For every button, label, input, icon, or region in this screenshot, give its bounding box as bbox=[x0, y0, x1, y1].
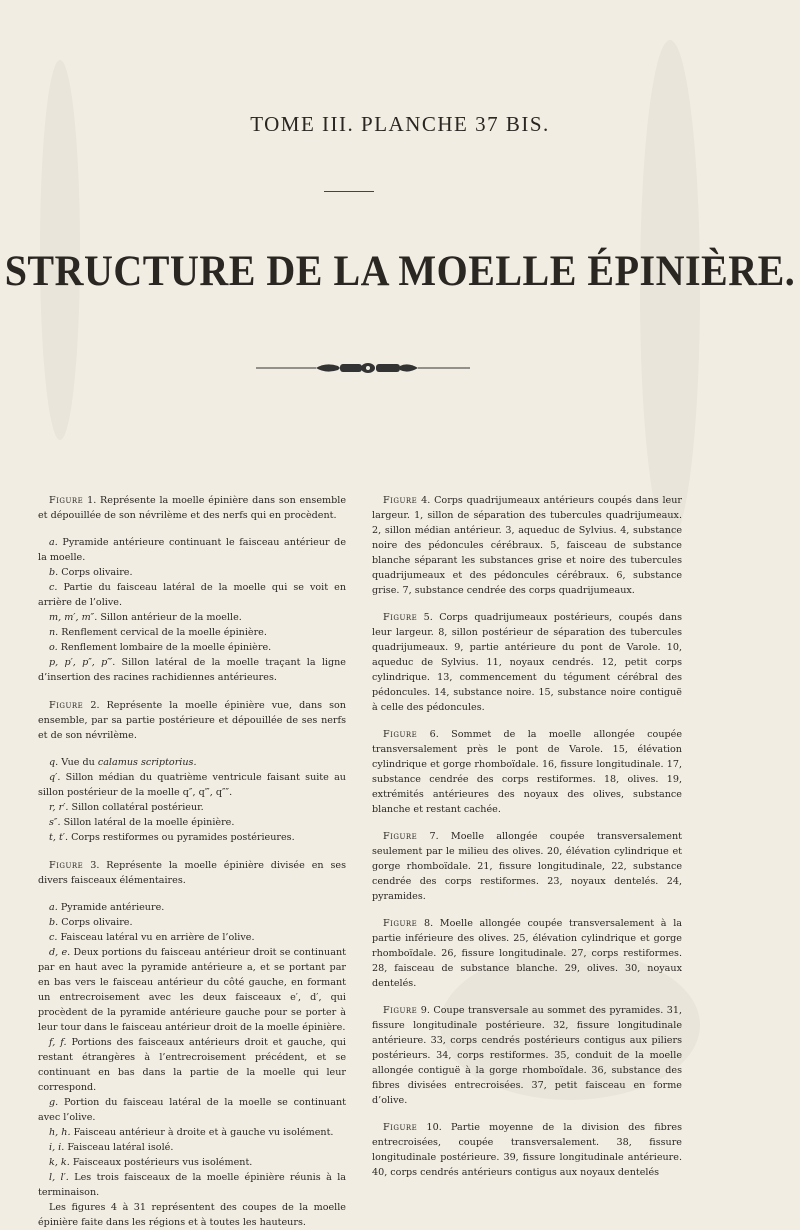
legend-entry bbox=[38, 655, 346, 685]
entry-text: Faisceau latéral isolé. bbox=[64, 1142, 174, 1153]
figure-label: Figure bbox=[383, 495, 418, 506]
page-title: STRUCTURE DE LA MOELLE ÉPINIÈRE. bbox=[4, 246, 796, 295]
figure-caption bbox=[372, 829, 682, 904]
legend-key: n. bbox=[49, 627, 59, 638]
legend-entry bbox=[38, 1095, 346, 1125]
entry-text: Les trois faisceaux de la moelle épinière réunis à la terminaison. bbox=[38, 1172, 347, 1198]
entry-text: 2. Représente la moelle épinière vue, dans son ensemble, par sa partie postérieure et dépouillée de ses nerfs et de son névrilème. bbox=[38, 700, 346, 741]
entry-text: Partie du faisceau latéral de la moelle qui se voit en arrière de l’olive. bbox=[38, 582, 346, 608]
legend-entry bbox=[38, 900, 346, 915]
entry-text: Sillon collatéral postérieur. bbox=[68, 802, 204, 813]
legend-key: p, p′, p″, p‴. bbox=[49, 657, 116, 668]
entry-text: Vue du bbox=[58, 757, 98, 768]
legend-key: q′. bbox=[49, 772, 61, 783]
entry-text: Renflement cervical de la moelle épinière. bbox=[58, 627, 267, 638]
legend-key: f, f. bbox=[49, 1037, 67, 1048]
paragraph-gap bbox=[38, 685, 346, 698]
figure-caption bbox=[372, 1120, 682, 1180]
legend-entry bbox=[38, 830, 346, 845]
legend-entry bbox=[38, 800, 346, 815]
legend-key: b. bbox=[49, 917, 59, 928]
legend-entry bbox=[38, 930, 346, 945]
entry-text: Sillon latéral de la moelle épinière. bbox=[60, 817, 235, 828]
legend-entry bbox=[38, 565, 346, 580]
legend-key: d, e. bbox=[49, 947, 71, 958]
legend-key: a. bbox=[49, 902, 58, 913]
entry-text: Renflement lombaire de la moelle épinière. bbox=[57, 642, 272, 653]
legend-key: c. bbox=[49, 582, 58, 593]
legend-entry bbox=[38, 625, 346, 640]
paragraph-gap bbox=[38, 845, 346, 858]
legend-key: o. bbox=[49, 642, 58, 653]
legend-key: l, l′. bbox=[49, 1172, 69, 1183]
entry-text: 5. Corps quadrijumeaux postérieurs, coupés dans leur largeur. 8, sillon postérieur de séparation des tubercules quadrijumeaux. 9, partie antérieure du pont de Varole. 10, aqueduc de Sylvius. 11, noyaux cendrés. 12, petit corps cylindrique. 13, commencement du tégument cérébral des pédoncules. 14, substance noire. 15, substance noire contiguë à celle des pédoncules. bbox=[372, 612, 682, 713]
figure-label: Figure bbox=[383, 612, 418, 623]
figure-label: Figure bbox=[49, 495, 84, 506]
legend-entry bbox=[38, 915, 346, 930]
legend-key: h, h. bbox=[49, 1127, 71, 1138]
entry-text: Corps olivaire. bbox=[58, 917, 133, 928]
entry-text: Sillon antérieur de la moelle. bbox=[97, 612, 242, 623]
legend-key: a. bbox=[49, 537, 58, 548]
figure-label: Figure bbox=[383, 918, 418, 929]
entry-text: Corps restiformes ou pyramides postérieures. bbox=[68, 832, 295, 843]
entry-text: Faisceau antérieur à droite et à gauche vu isolément. bbox=[70, 1127, 334, 1138]
figure-label: Figure bbox=[49, 700, 84, 711]
entry-text: Pyramide antérieure. bbox=[57, 902, 165, 913]
entry-text: 9. Coupe transversale au sommet des pyramides. 31, fissure longitudinale postérieure. 32, fissure longitudinale antérieure. 33, corps cendrés postérieurs contigus aux piliers postérieurs. 34, corps restiformes. 35, conduit de la moelle allongée contiguë à la gorge rhomboïdale. 36, substance des fibres divisées entrecroisées. 37, petit faisceau en forme d’olive. bbox=[372, 1005, 682, 1106]
entry-text: 10. Partie moyenne de la division des fibres entrecroisées, coupée transversalement. 38, fissure longitudinale postérieure. 39, fissure longitudinale antérieure. 40, corps cendrés antérieurs contigus aux noyaux dentelés bbox=[372, 1122, 682, 1178]
entry-text: Sillon médian du quatrième ventricule faisant suite au sillon postérieur de la moelle q″, q‴, q″″. bbox=[38, 772, 346, 798]
legend-entry bbox=[38, 610, 346, 625]
legend-entry bbox=[38, 1035, 346, 1095]
entry-text: Corps olivaire. bbox=[58, 567, 133, 578]
legend-entry bbox=[38, 535, 346, 565]
entry-text: Faisceau latéral vu en arrière de l’olive. bbox=[57, 932, 255, 943]
entry-text: 7. Moelle allongée coupée transversalement seulement par le milieu des olives. 20, élévation cylindrique et gorge rhomboïdale. 21, fissure longitudinale, 22, substance cendrée des corps restiformes. 23, noyaux dentelés. 24, pyramides. bbox=[372, 831, 682, 902]
right-text-column bbox=[372, 493, 682, 1192]
ornament-flourish bbox=[256, 360, 470, 376]
legend-key: q. bbox=[49, 757, 59, 768]
entry-text: 8. Moelle allongée coupée transversalement à la partie inférieure des olives. 25, élévation cylindrique et gorge rhomboïdale. 26, fissure longitudinale. 27, corps restiformes. 28, faisceau de substance blanche. 29, olives. 30, noyaux dentelés. bbox=[372, 918, 682, 989]
figure-caption bbox=[372, 1003, 682, 1108]
legend-entry bbox=[38, 1200, 346, 1230]
entry-text: 3. Représente la moelle épinière divisée en ses divers faisceaux élémentaires. bbox=[38, 860, 346, 886]
legend-entry bbox=[38, 945, 346, 1035]
figure-label: Figure bbox=[383, 831, 418, 842]
figure-caption bbox=[38, 858, 346, 888]
legend-entry bbox=[38, 1155, 346, 1170]
legend-entry bbox=[38, 755, 346, 770]
entry-text: Sillon latéral de la moelle traçant la ligne d’insertion des racines rachidiennes antérieures. bbox=[38, 657, 346, 683]
entry-text: 6. Sommet de la moelle allongée coupée transversalement près le pont de Varole. 15, élévation cylindrique et gorge rhomboïdale. 16, fissure longitudinale. 17, substance cendrée des corps restiformes. 18, olives. 19, extrémités antérieures des noyaux des olives, substance blanche et restant cachée. bbox=[372, 729, 682, 815]
entry-text: Les figures 4 à 31 représentent des coupes de la moelle épinière faite dans les régions et à toutes les hauteurs. bbox=[38, 1202, 346, 1228]
legend-key: c. bbox=[49, 932, 58, 943]
entry-text: Portion du faisceau latéral de la moelle se continuant avec l’olive. bbox=[38, 1097, 346, 1123]
legend-key: b. bbox=[49, 567, 59, 578]
legend-entry bbox=[38, 770, 346, 800]
divider-rule bbox=[324, 191, 374, 192]
left-text-column bbox=[38, 493, 346, 1230]
legend-entry bbox=[38, 580, 346, 610]
legend-entry bbox=[38, 640, 346, 655]
legend-key: s″. bbox=[49, 817, 61, 828]
figure-label: Figure bbox=[383, 729, 418, 740]
legend-key: i, i. bbox=[49, 1142, 65, 1153]
legend-key: t, t′. bbox=[49, 832, 69, 843]
entry-text: Pyramide antérieure continuant le faisceau antérieur de la moelle. bbox=[38, 537, 346, 563]
legend-key: g. bbox=[49, 1097, 59, 1108]
figure-caption bbox=[38, 698, 346, 743]
entry-text: Portions des faisceaux antérieurs droit et gauche, qui restant étrangères à l’entrecroisement précédent, et se continuant en bas dans la partie de la moelle qui leur correspond. bbox=[38, 1037, 346, 1093]
figure-caption bbox=[372, 610, 682, 715]
figure-caption bbox=[38, 493, 346, 523]
legend-entry bbox=[38, 815, 346, 830]
entry-text: Faisceaux postérieurs vus isolément. bbox=[69, 1157, 253, 1168]
entry-text: Deux portions du faisceau antérieur droit se continuant par en haut avec la pyramide antérieure a, et se portant par en bas vers le faisceau antérieur du côté gauche, en formant un entrecroisement avec les deux faisceaux e′, d′, qui procèdent de la pyramide antérieure gauche pour se porter à leur tour dans le faisceau antérieur droit de la moelle épinière. bbox=[38, 947, 346, 1033]
entry-text: 1. Représente la moelle épinière dans son ensemble et dépouillée de son névrilème et des nerfs qui en procèdent. bbox=[38, 495, 346, 521]
figure-caption bbox=[372, 916, 682, 991]
entry-text: 4. Corps quadrijumeaux antérieurs coupés dans leur largeur. 1, sillon de séparation des tubercules quadrijumeaux. 2, sillon médian antérieur. 3, aqueduc de Sylvius. 4, substance noire des pédoncules cérébraux. 5, faisceau de substance blanche séparant les substances grise et noire des tubercules quadrijumeaux et des pédoncules cérébraux. 6, substance grise. 7, substance cendrée des corps quadrijumeaux. bbox=[372, 495, 682, 596]
tome-heading: TOME III. PLANCHE 37 BIS. bbox=[250, 112, 550, 136]
legend-entry bbox=[38, 1140, 346, 1155]
figure-label: Figure bbox=[49, 860, 84, 871]
legend-key: k, k. bbox=[49, 1157, 70, 1168]
entry-italic-text: calamus scriptorius. bbox=[97, 757, 197, 768]
figure-label: Figure bbox=[383, 1122, 418, 1133]
figure-caption bbox=[372, 727, 682, 817]
legend-key: r, r′. bbox=[49, 802, 69, 813]
figure-caption bbox=[372, 493, 682, 598]
legend-entry bbox=[38, 1125, 346, 1140]
legend-entry bbox=[38, 1170, 346, 1200]
legend-key: m, m′, m″. bbox=[49, 612, 98, 623]
figure-label: Figure bbox=[383, 1005, 418, 1016]
